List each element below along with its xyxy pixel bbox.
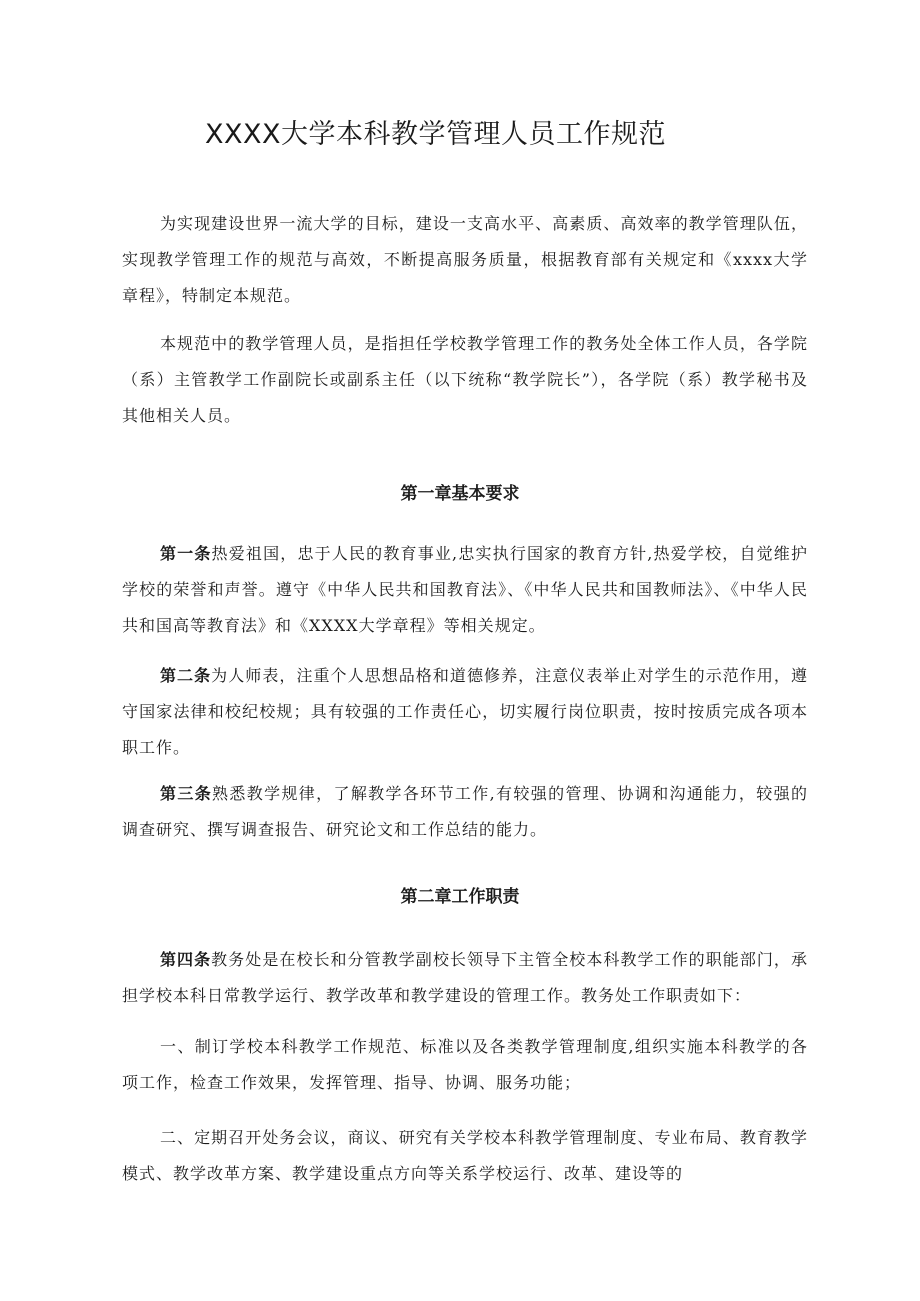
article-3-text: 熟悉教学规律，了解教学各环节工作,有较强的管理、协调和沟通能力，较强的调查研究、撰写调查报告、研究论文和工作总结的能力。 <box>122 784 808 839</box>
document-title: XXXX大学本科教学管理人员工作规范 <box>205 119 666 150</box>
article-4-text: 教务处是在校长和分管教学副校长领导下主管全校本科教学工作的职能部门，承担学校本科日常教学运行、教学改革和教学建设的管理工作。教务处工作职责如下： <box>122 950 808 1005</box>
article-2 <box>122 658 808 766</box>
article-4 <box>122 942 808 1014</box>
article-3-label: 第三条 <box>160 784 213 803</box>
article-1-text: 热爱祖国，忠于人民的教育事业,忠实执行国家的教育方针,热爱学校，自觉维护学校的荣誉和声誉。遵守《中华人民共和国教育法》、《中华人民共和国教师法》、《中华人民共和国高等教育法》和《XXXX大学章程》等相关规定。 <box>122 544 808 635</box>
chapter-1-heading: 第一章基本要求 <box>400 484 520 504</box>
article-1-label: 第一条 <box>160 544 212 563</box>
duty-item-2: 二、定期召开处务会议，商议、研究有关学校本科教学管理制度、专业布局、教育教学模式、教学改革方案、教学建设重点方向等关系学校运行、改革、建设等的 <box>122 1128 808 1183</box>
intro-paragraph-2: 本规范中的教学管理人员，是指担任学校教学管理工作的教务处全体工作人员，各学院（系）主管教学工作副院长或副系主任（以下统称“教学院长”），各学院（系）教学秘书及其他相关人员。 <box>122 334 808 425</box>
intro-paragraph-1: 为实现建设世界一流大学的目标，建设一支高水平、高素质、高效率的教学管理队伍，实现教学管理工作的规范与高效，不断提高服务质量，根据教育部有关规定和《xxxx大学章程》，特制定本规范。 <box>122 214 808 305</box>
article-1 <box>122 536 808 644</box>
article-3 <box>122 776 808 848</box>
chapter-2-heading: 第二章工作职责 <box>400 887 520 907</box>
duty-item-1: 一、制订学校本科教学工作规范、标准以及各类教学管理制度,组织实施本科教学的各项工作，检查工作效果，发挥管理、指导、协调、服务功能； <box>122 1037 808 1092</box>
article-2-label: 第二条 <box>160 666 212 685</box>
article-4-label: 第四条 <box>160 950 212 969</box>
article-2-text: 为人师表，注重个人思想品格和道德修养，注意仪表举止对学生的示范作用，遵守国家法律和校纪校规；具有较强的工作责任心，切实履行岗位职责，按时按质完成各项本职工作。 <box>122 666 808 757</box>
